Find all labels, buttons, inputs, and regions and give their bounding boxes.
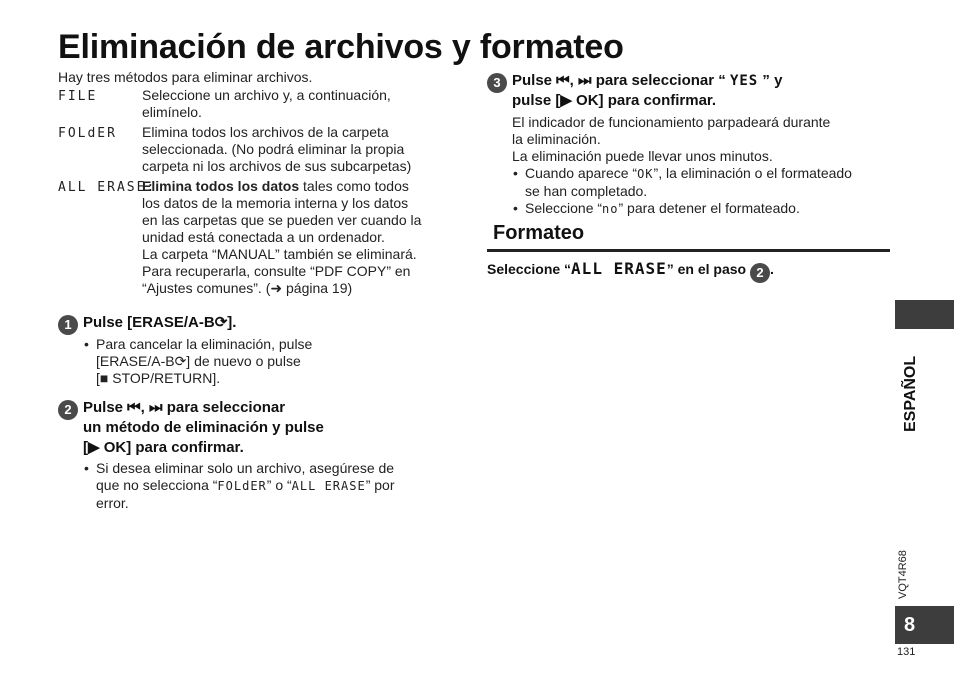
step-1 [58,313,463,387]
segment-label-all-erase: ALL ERASE [571,259,667,278]
section-page-number: 8 [895,606,954,644]
step-2 [58,398,463,512]
section-heading-formateo: Formateo [493,222,585,244]
method-desc-line: Para recuperarla, consulte “PDF COPY” en [142,263,411,279]
method-desc-line: en las carpetas que se pueden ver cuando la [142,212,422,228]
method-desc-line: La carpeta “MANUAL” también se eliminará. [142,246,417,262]
step-instruction: [▶ OK] para confirmar. [83,439,244,456]
method-desc-line: seleccionada. (No podrá eliminar la propia [142,141,405,157]
formateo-instruction: Seleccione “ALL ERASE” en el paso 2 . [487,259,774,280]
segment-label-yes: YES [729,73,759,89]
method-desc-line: carpeta ni los archivos de sus subcarpetas) [142,158,412,174]
step-bullet: • Seleccione “no” para detener el formateado. [512,200,892,218]
step-number-badge: 3 [487,73,507,93]
step-number-badge: 1 [58,315,78,335]
step-bullet: • Si desea eliminar solo un archivo, asegúrese de que no selecciona “FOLdER” o “ALL ERASE” por error. [83,460,463,512]
language-tab [895,300,954,329]
step-instruction: pulse [▶ OK] para confirmar. [512,92,717,109]
step-instruction: Pulse [ERASE/A-B⟳]. [83,314,237,331]
step-bullet: • Cuando aparece “OK”, la eliminación o el formateado se han completado. [512,165,892,200]
step-instruction: Pulse ⏮, ⏭ para seleccionar [83,399,286,416]
bold-lead: Elimina todos los datos [142,178,300,194]
method-desc-line: Elimina todos los archivos de la carpeta [142,124,389,140]
method-desc-line: Seleccione un archivo y, a continuación, [142,87,391,103]
segment-label-all-erase: ALL ERASE: [58,180,157,195]
step-instruction: Pulse ⏮, ⏭ para seleccionar “ YES ” y [512,72,783,89]
step-paragraph: El indicador de funcionamiento parpadeará durante la eliminación. La eliminación puede llevar unos minutos. [512,114,831,164]
segment-label-folder: FOLdER [58,126,117,141]
section-divider [487,249,890,252]
method-desc-line: “Ajustes comunes”. (➜ página 19) [142,280,353,296]
page-number: 131 [897,646,916,658]
method-desc-line: los datos de la memoria interna y los datos [142,195,409,211]
step-number-badge: 2 [58,400,78,420]
language-label: ESPAÑOL [902,355,919,432]
step-reference-badge: 2 [750,263,770,283]
step-3 [487,71,892,218]
method-desc-line: unidad está conectada a un ordenador. [142,229,385,245]
document-code: VQT4R68 [897,550,909,599]
intro-text: Hay tres métodos para eliminar archivos. [58,69,313,85]
method-desc-line: elimínelo. [142,104,202,120]
step-bullet: • Para cancelar la eliminación, pulse [ERASE/A-B⟳] de nuevo o pulse [■ STOP/RETURN]. [83,336,463,387]
segment-label-ok: OK [637,167,654,181]
page-title: Eliminación de archivos y formateo [58,28,624,66]
segment-label-file: FILE [58,89,98,104]
segment-label-no: no [602,202,619,216]
step-instruction: un método de eliminación y pulse [83,419,324,436]
segment-label-folder: FOLdER [217,479,267,493]
segment-label-all-erase: ALL ERASE [291,479,366,493]
method-desc-line [142,178,464,195]
lead-rest: tales como todos [299,178,409,194]
